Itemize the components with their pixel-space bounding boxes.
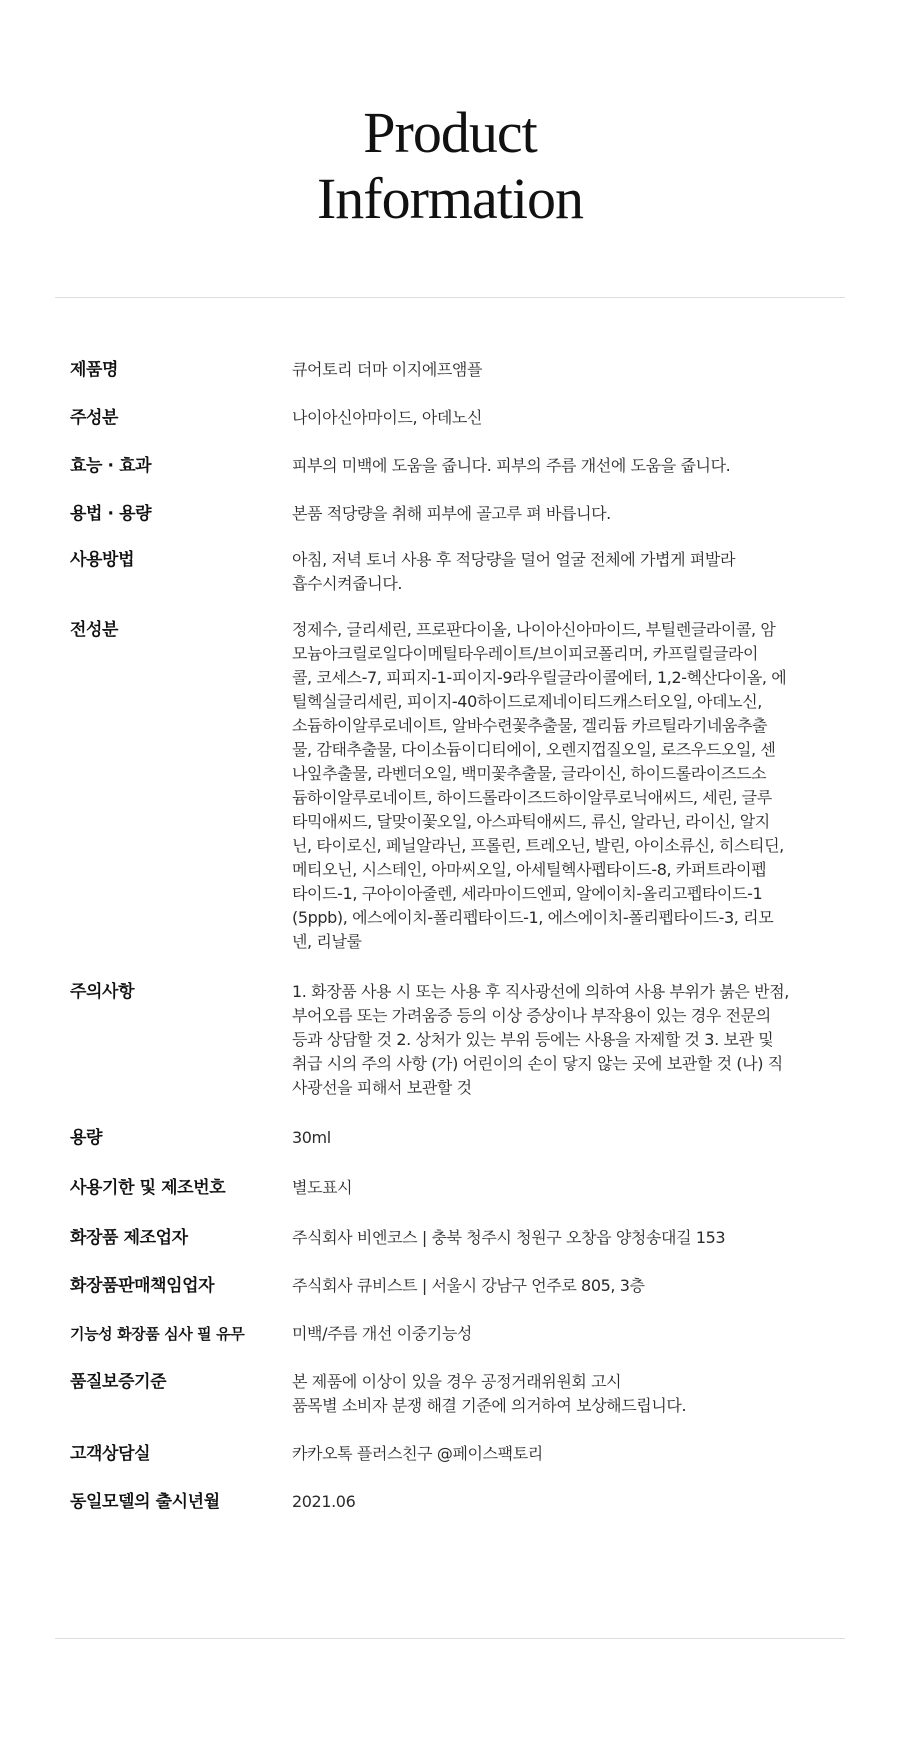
precautions-value-line: 사광선을 피해서 보관할 것 <box>292 1078 472 1097</box>
info-row-product-name <box>70 358 830 382</box>
full-ingredients-value-line: 메티오닌, 시스테인, 아마씨오일, 아세틸헥사펩타이드-8, 카퍼트라이펩 <box>292 860 767 879</box>
manufacturer-value-line: 주식회사 비엔코스 | 충북 청주시 청원구 오창읍 양청송대길 153 <box>292 1228 726 1247</box>
expiry-lot-value <box>292 1176 830 1200</box>
functional-review-value-line: 미백/주름 개선 이중기능성 <box>292 1324 472 1343</box>
info-row-main-ingredients <box>70 406 830 430</box>
full-ingredients-value-line: 모늄아크릴로일다이메틸타우레이트/브이피코폴리머, 카프릴릴글라이 <box>292 644 759 663</box>
full-ingredients-value-line: 타이드-1, 구아이아줄렌, 세라마이드엔피, 알에이치-올리고펩타이드-1 <box>292 884 763 903</box>
bottom-divider <box>55 1638 845 1639</box>
full-ingredients-value-line: 정제수, 글리세린, 프로판다이올, 나이아신아마이드, 부틸렌글라이콜, 암 <box>292 620 776 639</box>
volume-value <box>292 1126 830 1150</box>
how-to-use-value-line: 흡수시켜줍니다. <box>292 574 403 593</box>
release-date-label: 동일모델의 출시년월 <box>70 1492 220 1512</box>
info-row-usage-dosage <box>70 502 830 526</box>
expiry-lot-value-line: 별도표시 <box>292 1178 353 1197</box>
manufacturer-value <box>292 1226 830 1250</box>
page-title <box>0 100 900 232</box>
distributor-label: 화장품판매책임업자 <box>70 1276 215 1296</box>
precautions-value-line: 부어오름 또는 가려움증 등의 이상 증상이나 부작용이 있는 경우 전문의 <box>292 1006 771 1025</box>
full-ingredients-value-line: 물, 감태추출물, 다이소듐이디티에이, 오렌지껍질오일, 로즈우드오일, 센 <box>292 740 776 759</box>
manufacturer-label: 화장품 제조업자 <box>70 1228 188 1248</box>
usage-dosage-value <box>292 502 830 526</box>
release-date-value-line: 2021.06 <box>292 1492 356 1511</box>
info-row-functional-review <box>70 1322 830 1346</box>
how-to-use-value <box>292 548 830 596</box>
info-row-expiry-lot <box>70 1176 830 1200</box>
quality-guarantee-value <box>292 1370 830 1418</box>
quality-guarantee-value-line: 본 제품에 이상이 있을 경우 공정거래위원회 고시 <box>292 1372 622 1391</box>
main-ingredients-label: 주성분 <box>70 408 119 428</box>
precautions-value-line: 등과 상담할 것 2. 상처가 있는 부위 등에는 사용을 자제할 것 3. 보관 및 <box>292 1030 774 1049</box>
product-name-label: 제품명 <box>70 360 119 380</box>
info-row-how-to-use <box>70 548 830 596</box>
customer-service-label: 고객상담실 <box>70 1444 151 1464</box>
efficacy-label: 효능 · 효과 <box>70 456 152 476</box>
product-info-table <box>70 358 830 1514</box>
quality-guarantee-value-line: 품목별 소비자 분쟁 해결 기준에 의거하여 보상해드립니다. <box>292 1396 687 1415</box>
page-title-line-2: Information <box>316 166 584 231</box>
precautions-value-line: 1. 화장품 사용 시 또는 사용 후 직사광선에 의하여 사용 부위가 붉은 반점, <box>292 982 789 1001</box>
expiry-lot-label: 사용기한 및 제조번호 <box>70 1178 226 1198</box>
how-to-use-value-line: 아침, 저녁 토너 사용 후 적당량을 덜어 얼굴 전체에 가볍게 펴발라 <box>292 550 736 569</box>
full-ingredients-value <box>292 618 830 954</box>
distributor-value <box>292 1274 830 1298</box>
usage-dosage-label: 용법 · 용량 <box>70 504 152 524</box>
info-row-manufacturer <box>70 1226 830 1250</box>
full-ingredients-label: 전성분 <box>70 620 119 640</box>
product-name-value <box>292 358 830 382</box>
full-ingredients-value-line: 듐하이알루로네이트, 하이드롤라이즈드하이알루로닉애씨드, 세린, 글루 <box>292 788 772 807</box>
info-row-full-ingredients <box>70 618 830 954</box>
functional-review-label: 기능성 화장품 심사 필 유무 <box>70 1325 245 1343</box>
volume-value-line: 30ml <box>292 1128 331 1147</box>
quality-guarantee-label: 품질보증기준 <box>70 1372 167 1392</box>
full-ingredients-value-line: 넨, 리날룰 <box>292 932 362 951</box>
info-row-distributor <box>70 1274 830 1298</box>
info-row-release-date <box>70 1490 830 1514</box>
efficacy-value-line: 피부의 미백에 도움을 줍니다. 피부의 주름 개선에 도움을 줍니다. <box>292 456 731 475</box>
distributor-value-line: 주식회사 큐비스트 | 서울시 강남구 언주로 805, 3층 <box>292 1276 645 1295</box>
release-date-value <box>292 1490 830 1514</box>
full-ingredients-value-line: 타믹애씨드, 달맞이꽃오일, 아스파틱애씨드, 류신, 알라닌, 라이신, 알지 <box>292 812 770 831</box>
info-row-volume <box>70 1126 830 1150</box>
full-ingredients-value-line: 닌, 타이로신, 페닐알라닌, 프롤린, 트레오닌, 발린, 아이소류신, 히스티딘, <box>292 836 784 855</box>
main-ingredients-value-line: 나이아신아마이드, 아데노신 <box>292 408 483 427</box>
full-ingredients-value-line: 콜, 코세스-7, 피피지-1-피이지-9라우릴글라이콜에터, 1,2-헥산다이올, 에 <box>292 668 787 687</box>
precautions-label: 주의사항 <box>70 982 135 1002</box>
full-ingredients-value-line: 소듐하이알루로네이트, 알바수련꽃추출물, 겔리듐 카르틸라기네움추출 <box>292 716 768 735</box>
info-row-efficacy <box>70 454 830 478</box>
full-ingredients-value-line: 틸헥실글리세린, 피이지-40하이드로제네이티드캐스터오일, 아데노신, <box>292 692 762 711</box>
full-ingredients-value-line: (5ppb), 에스에이치-폴리펩타이드-1, 에스에이치-폴리펩타이드-3, 리모 <box>292 908 774 927</box>
usage-dosage-value-line: 본품 적당량을 취해 피부에 골고루 펴 바릅니다. <box>292 504 611 523</box>
info-row-customer-service <box>70 1442 830 1466</box>
volume-label: 용량 <box>70 1128 103 1148</box>
precautions-value <box>292 980 830 1100</box>
top-divider <box>55 297 845 298</box>
customer-service-value-line: 카카오톡 플러스친구 @페이스팩토리 <box>292 1444 543 1463</box>
customer-service-value <box>292 1442 830 1466</box>
info-row-precautions <box>70 980 830 1100</box>
functional-review-value <box>292 1322 830 1346</box>
precautions-value-line: 취급 시의 주의 사항 (가) 어린이의 손이 닿지 않는 곳에 보관할 것 (나) 직 <box>292 1054 783 1073</box>
product-name-value-line: 큐어토리 더마 이지에프앰플 <box>292 360 483 379</box>
info-row-quality-guarantee <box>70 1370 830 1418</box>
efficacy-value <box>292 454 830 478</box>
main-ingredients-value <box>292 406 830 430</box>
page-title-line-1: Product <box>363 100 537 165</box>
how-to-use-label: 사용방법 <box>70 550 135 570</box>
full-ingredients-value-line: 나잎추출물, 라벤더오일, 백미꽃추출물, 글라이신, 하이드롤라이즈드소 <box>292 764 767 783</box>
